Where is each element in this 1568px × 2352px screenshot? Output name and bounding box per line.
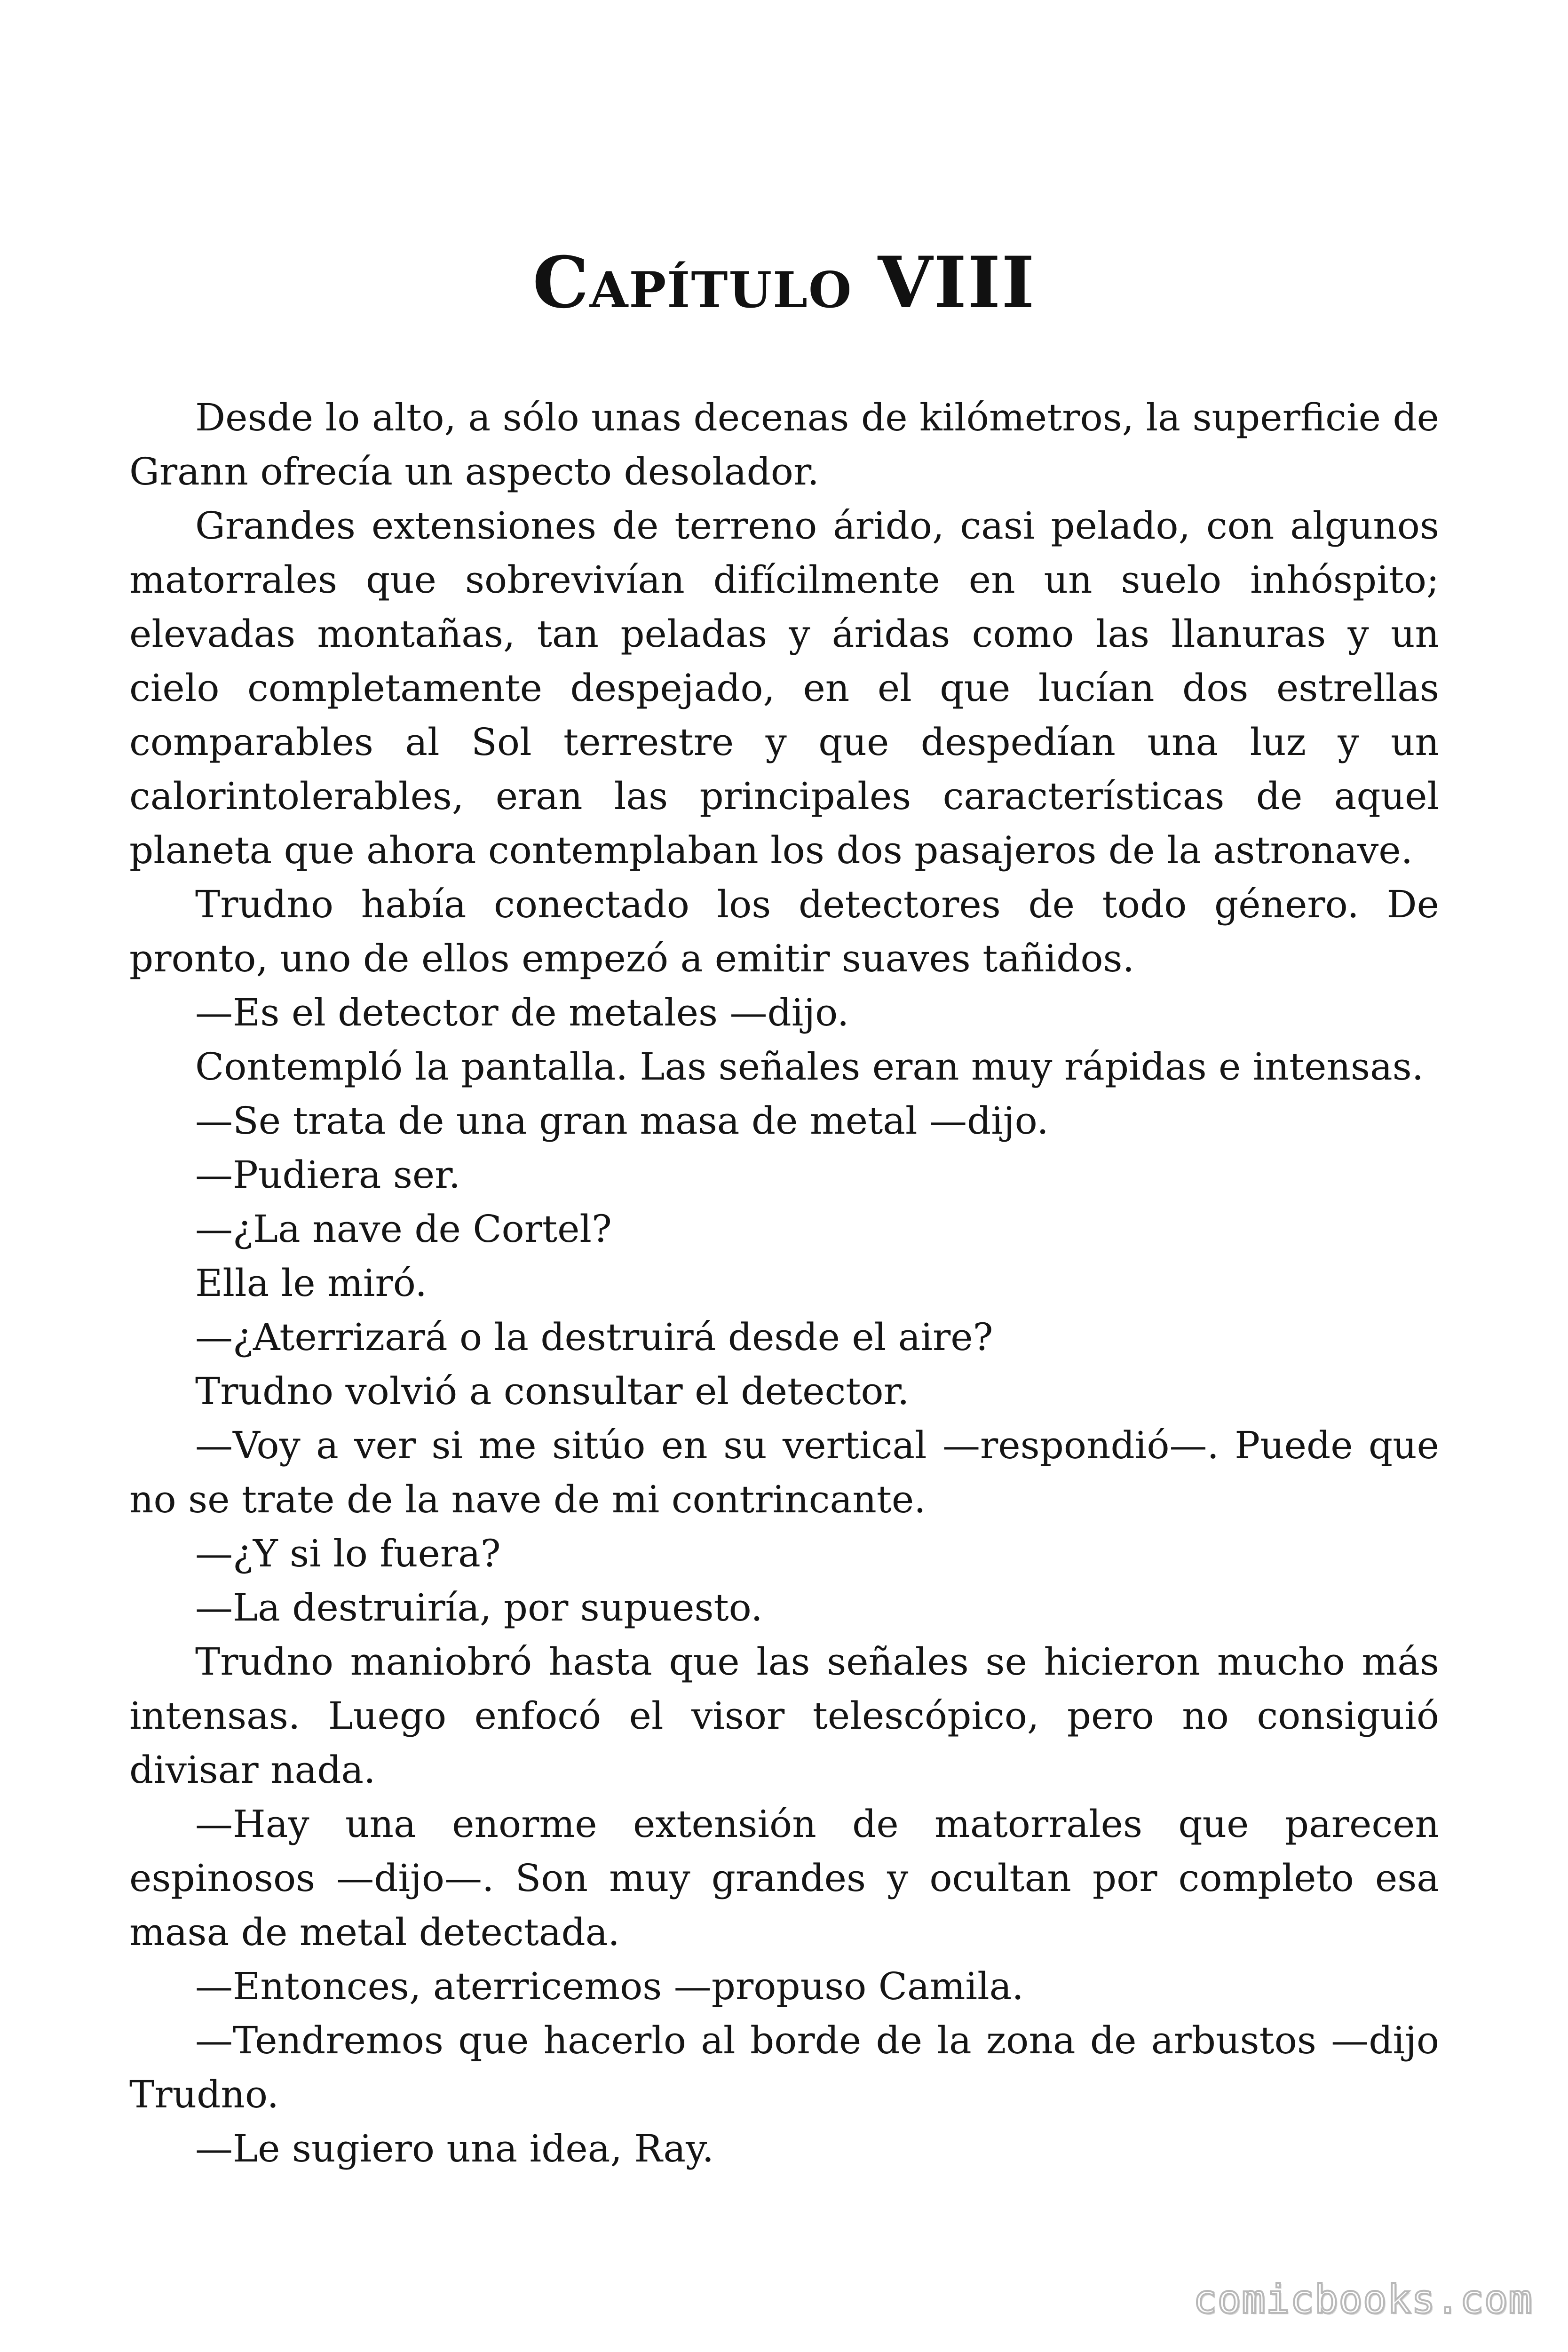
- paragraph-16: —Hay una enorme extensión de matorrales que parecen espinosos —dijo—. Son muy grandes y ocultan por completo esa masa de metal detectada.: [129, 1802, 1439, 1954]
- paragraph-6: —Se trata de una gran masa de metal —dijo.: [195, 1099, 1049, 1143]
- paragraph-14: —La destruiría, por supuesto.: [195, 1586, 763, 1629]
- paragraph-19: —Le sugiero una idea, Ray.: [195, 2127, 714, 2170]
- paragraph-18: —Tendremos que hacerlo al borde de la zona de arbustos —dijo Trudno.: [129, 2018, 1439, 2116]
- paragraph-8: —¿La nave de Cortel?: [195, 1207, 612, 1251]
- paragraph-15: Trudno maniobró hasta que las señales se hicieron mucho más intensas. Luego enfocó el visor telescópico, pero no consiguió divisar nada.: [129, 1640, 1439, 1792]
- paragraph-10: —¿Aterrizará o la destruirá desde el aire?: [195, 1315, 993, 1359]
- chapter-title: Capítulo VIII: [532, 241, 1036, 324]
- paragraph-5: Contempló la pantalla. Las señales eran muy rápidas e intensas.: [195, 1045, 1424, 1089]
- paragraph-12: —Voy a ver si me sitúo en su vertical —respondió—. Puede que no se trate de la nave de mi contrincante.: [129, 1423, 1439, 1521]
- chapter-text: [129, 390, 1439, 2176]
- paragraph-4: —Es el detector de metales —dijo.: [195, 991, 849, 1034]
- watermark: comicbooks.com: [1193, 2276, 1533, 2322]
- paragraph-7: —Pudiera ser.: [195, 1153, 461, 1197]
- paragraph-2: Grandes extensiones de terreno árido, casi pelado, con algunos matorrales que sobrevivían difícilmente en un suelo inhóspito; elevadas montañas, tan peladas y áridas como las llanuras y un cielo completamente despejado, en el que lucían dos estrellas comparables al Sol terrestre y que despedían una luz y un calorintolerables, eran las principales características de aquel planeta que ahora contemplaban los dos pasajeros de la astronave.: [129, 504, 1439, 872]
- paragraph-11: Trudno volvió a consultar el detector.: [195, 1369, 910, 1413]
- paragraph-17: —Entonces, aterricemos —propuso Camila.: [195, 1964, 1024, 2008]
- paragraph-9: Ella le miró.: [195, 1261, 427, 1305]
- paragraph-3: Trudno había conectado los detectores de todo género. De pronto, uno de ellos empezó a emitir suaves tañidos.: [129, 882, 1439, 980]
- paragraph-1: Desde lo alto, a sólo unas decenas de kilómetros, la superficie de Grann ofrecía un aspecto desolador.: [129, 396, 1439, 493]
- paragraph-13: —¿Y si lo fuera?: [195, 1532, 501, 1575]
